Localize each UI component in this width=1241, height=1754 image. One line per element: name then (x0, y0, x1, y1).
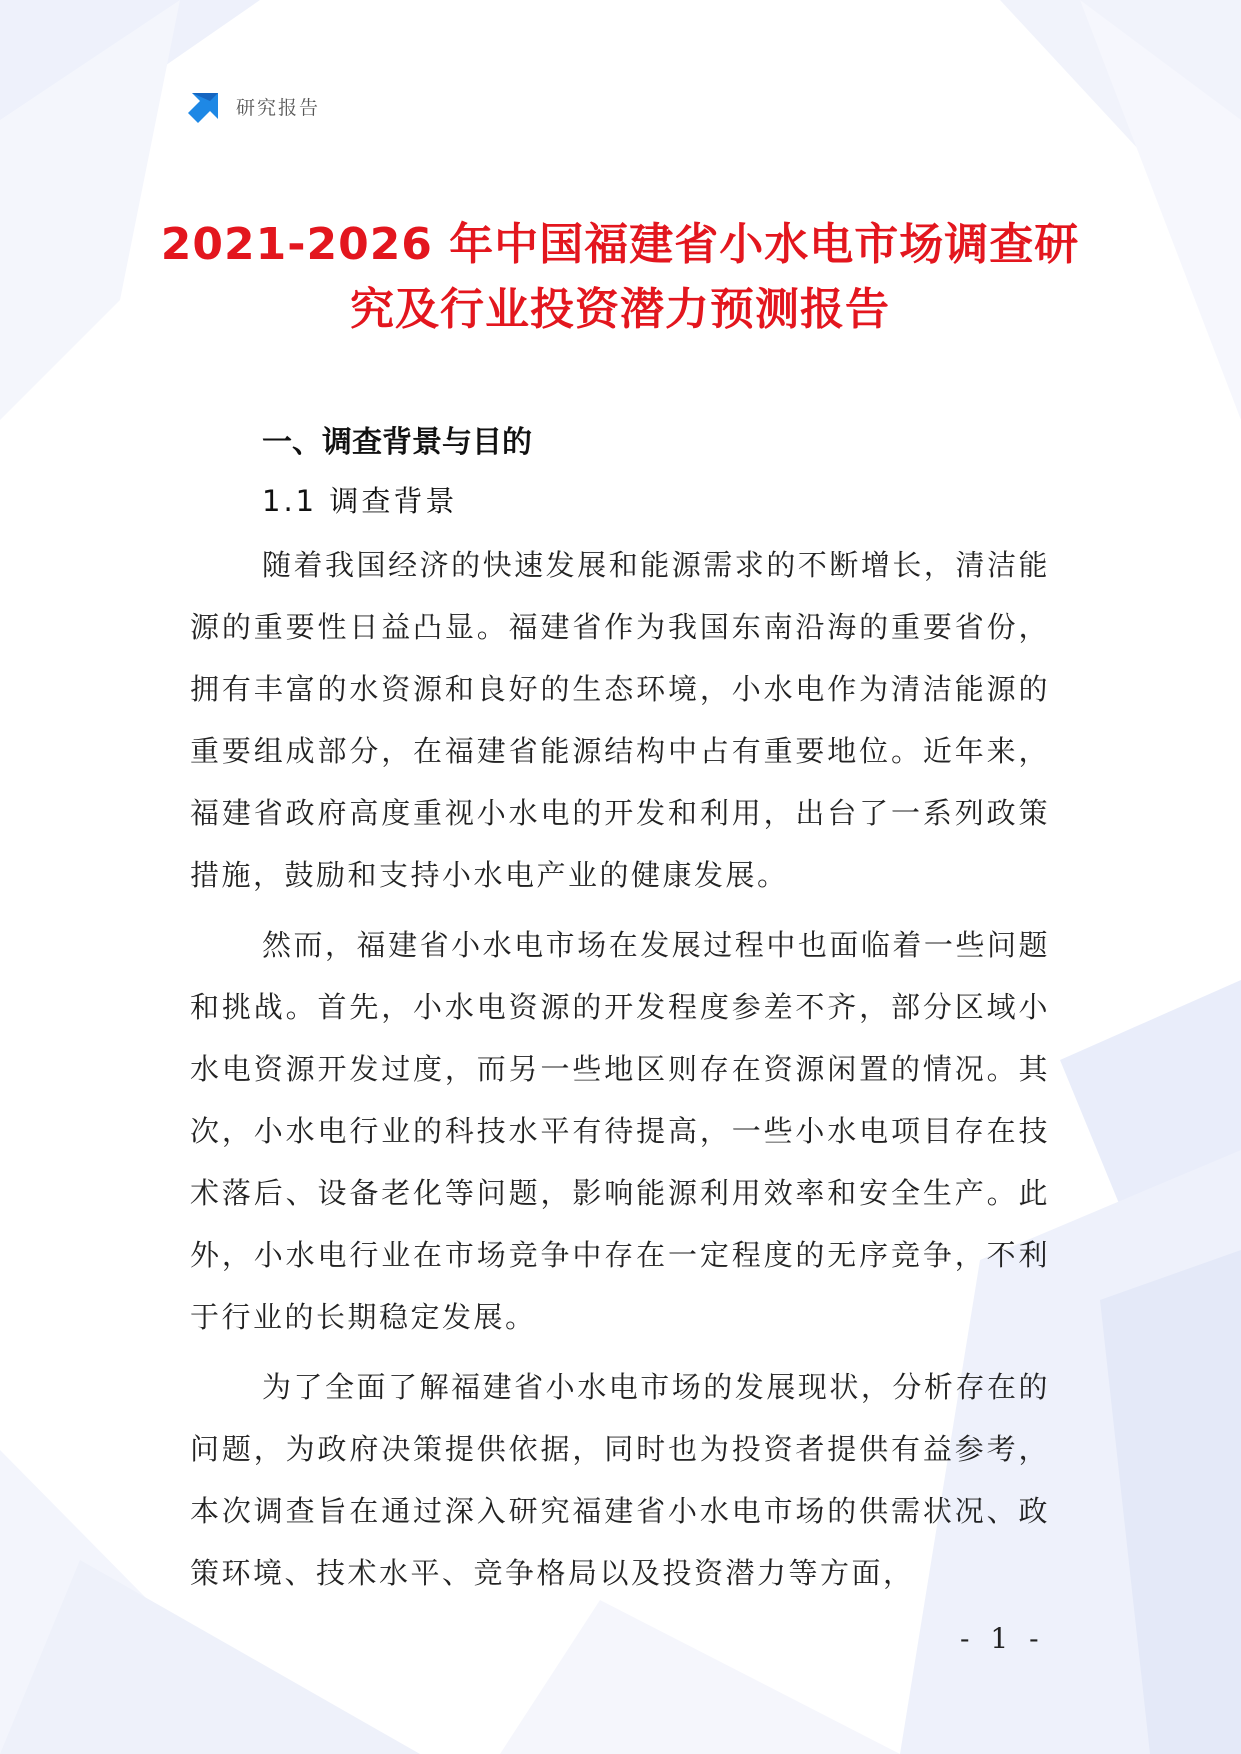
header-label: 研究报告 (236, 96, 321, 119)
body-paragraph: 然而，福建省小水电市场在发展过程中也面临着一些问题和挑战。首先，小水电资源的开发程度参差不齐，部分区域小水电资源开发过度，而另一些地区则存在资源闲置的情况。其次，小水电行业的科技水平有待提高，一些小水电项目存在技术落后、设备老化等问题，影响能源利用效率和安全生产。此外，小水电行业在市场竞争中存在一定程度的无序竞争，不利于行业的长期稳定发展。 (190, 928, 1050, 1334)
section-heading: 一、调查背景与目的 (262, 425, 532, 460)
arrow-up-right-icon (188, 89, 222, 123)
body-paragraph: 为了全面了解福建省小水电市场的发展现状，分析存在的问题，为政府决策提供依据，同时也为投资者提供有益参考，本次调查旨在通过深入研究福建省小水电市场的供需状况、政策环境、技术水平、竞争格局以及投资潜力等方面， (190, 1370, 1050, 1590)
body-paragraph: 随着我国经济的快速发展和能源需求的不断增长，清洁能源的重要性日益凸显。福建省作为我国东南沿海的重要省份，拥有丰富的水资源和良好的生态环境，小水电作为清洁能源的重要组成部分，在福建省能源结构中占有重要地位。近年来，福建省政府高度重视小水电的开发和利用，出台了一系列政策措施，鼓励和支持小水电产业的健康发展。 (190, 548, 1050, 892)
page-number: - 1 - (960, 1622, 1045, 1655)
subsection-heading: 1.1 调查背景 (262, 484, 458, 518)
document-body (190, 418, 1050, 1604)
report-header (188, 88, 320, 124)
report-title: 2021-2026 年中国福建省小水电市场调查研究及行业投资潜力预测报告 (160, 219, 1080, 335)
